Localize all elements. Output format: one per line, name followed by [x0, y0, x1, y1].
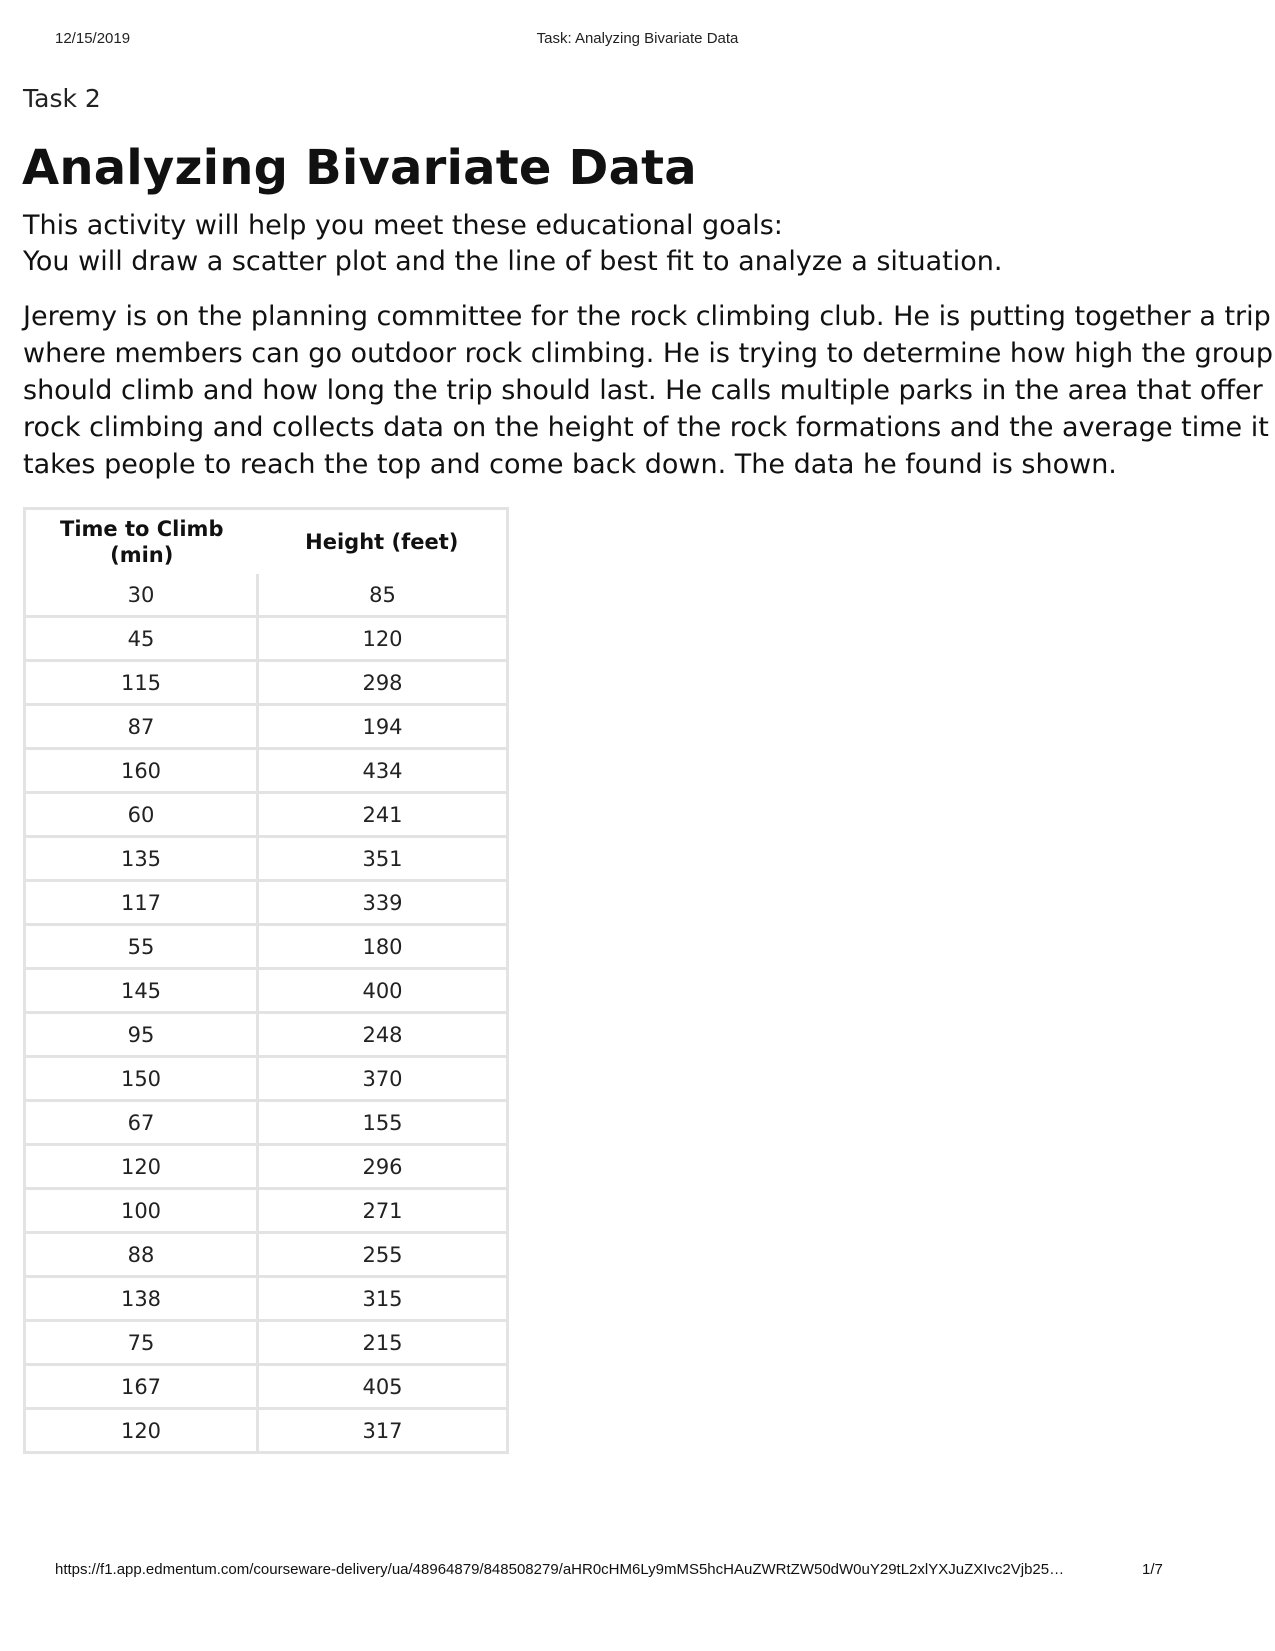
table-row: [25, 925, 508, 969]
table-row: [25, 1145, 508, 1189]
cell-height: 298: [258, 661, 508, 705]
table-body: [25, 574, 508, 1453]
cell-time-to-climb: 30: [25, 574, 258, 617]
problem-line: takes people to reach the top and come back down. The data he found is shown.: [23, 449, 1117, 480]
cell-height: 194: [258, 705, 508, 749]
cell-height: 271: [258, 1189, 508, 1233]
table-row: [25, 1233, 508, 1277]
cell-time-to-climb: 55: [25, 925, 258, 969]
table-row: [25, 617, 508, 661]
cell-time-to-climb: 120: [25, 1145, 258, 1189]
problem-line: Jeremy is on the planning committee for the rock climbing club. He is putting together a trip: [23, 301, 1271, 332]
educational-goals: [23, 208, 1223, 280]
table-row: [25, 1057, 508, 1101]
table-header-row: [25, 509, 508, 575]
cell-height: 405: [258, 1365, 508, 1409]
cell-height: 85: [369, 582, 396, 607]
goals-item: You will draw a scatter plot and the line of best fit to analyze a situation.: [23, 246, 1003, 277]
cell-height: 400: [258, 969, 508, 1013]
table-row: [25, 1409, 508, 1453]
print-header: [0, 30, 1275, 50]
table-row: [25, 793, 508, 837]
climb-data-table: [23, 507, 509, 1454]
cell-time-to-climb: 95: [25, 1013, 258, 1057]
page-title: Analyzing Bivariate Data: [22, 140, 697, 196]
table-row: [25, 705, 508, 749]
print-date: 12/15/2019: [55, 30, 131, 47]
cell-time-to-climb: 160: [25, 749, 258, 793]
table-row: [25, 1365, 508, 1409]
table-row: [25, 749, 508, 793]
task-label: Task 2: [23, 84, 101, 113]
cell-time-to-climb: 60: [25, 793, 258, 837]
cell-time-to-climb: 138: [25, 1277, 258, 1321]
goals-intro-line: This activity will help you meet these educational goals:: [23, 210, 783, 241]
header-time-to-climb: Time to Climb (min): [60, 517, 224, 567]
cell-time-to-climb: 100: [25, 1189, 258, 1233]
cell-time-to-climb: 75: [25, 1321, 258, 1365]
table-row: [25, 881, 508, 925]
cell-time-to-climb: 135: [25, 837, 258, 881]
cell-height: 434: [258, 749, 508, 793]
table-row: [25, 574, 508, 617]
problem-line: should climb and how long the trip should last. He calls multiple parks in the area that offer: [23, 375, 1263, 406]
cell-height: 296: [258, 1145, 508, 1189]
table-row: [25, 1101, 508, 1145]
cell-time-to-climb: 117: [25, 881, 258, 925]
footer-url: https://f1.app.edmentum.com/courseware-delivery/ua/48964879/848508279/aHR0cHM6Ly9mMS5hcHAuZWRtZW50dW0uY29tL2xlYXJuZXIvc2Vjb25…: [55, 1561, 1065, 1578]
table-row: [25, 1277, 508, 1321]
cell-height: 317: [258, 1409, 508, 1453]
cell-height: 339: [258, 881, 508, 925]
table-row: [25, 969, 508, 1013]
problem-statement: [23, 298, 1273, 483]
cell-height: 255: [258, 1233, 508, 1277]
table-row: [25, 1013, 508, 1057]
cell-time-to-climb: 115: [25, 661, 258, 705]
cell-time-to-climb: 45: [25, 617, 258, 661]
print-footer: [0, 1561, 1275, 1581]
problem-line: rock climbing and collects data on the height of the rock formations and the average time it: [23, 412, 1269, 443]
cell-time-to-climb: 150: [25, 1057, 258, 1101]
cell-height: 180: [258, 925, 508, 969]
cell-height: 120: [258, 617, 508, 661]
cell-height: 241: [258, 793, 508, 837]
cell-height: 248: [258, 1013, 508, 1057]
cell-time-to-climb: 87: [25, 705, 258, 749]
cell-height: 370: [258, 1057, 508, 1101]
cell-height: 215: [258, 1321, 508, 1365]
table-row: [25, 1321, 508, 1365]
header-height: Height (feet): [305, 530, 459, 554]
cell-time-to-climb: 167: [25, 1365, 258, 1409]
cell-time-to-climb: 88: [25, 1233, 258, 1277]
table-row: [25, 1189, 508, 1233]
table-row: [25, 661, 508, 705]
print-title: Task: Analyzing Bivariate Data: [536, 30, 739, 47]
table-row: [25, 837, 508, 881]
cell-time-to-climb: 67: [25, 1101, 258, 1145]
problem-line: where members can go outdoor rock climbing. He is trying to determine how high the group: [23, 338, 1273, 369]
cell-time-to-climb: 145: [25, 969, 258, 1013]
footer-page-number: 1/7: [1142, 1561, 1163, 1578]
cell-time-to-climb: 120: [25, 1409, 258, 1453]
cell-height: 351: [258, 837, 508, 881]
cell-height: 155: [258, 1101, 508, 1145]
cell-height: 315: [258, 1277, 508, 1321]
